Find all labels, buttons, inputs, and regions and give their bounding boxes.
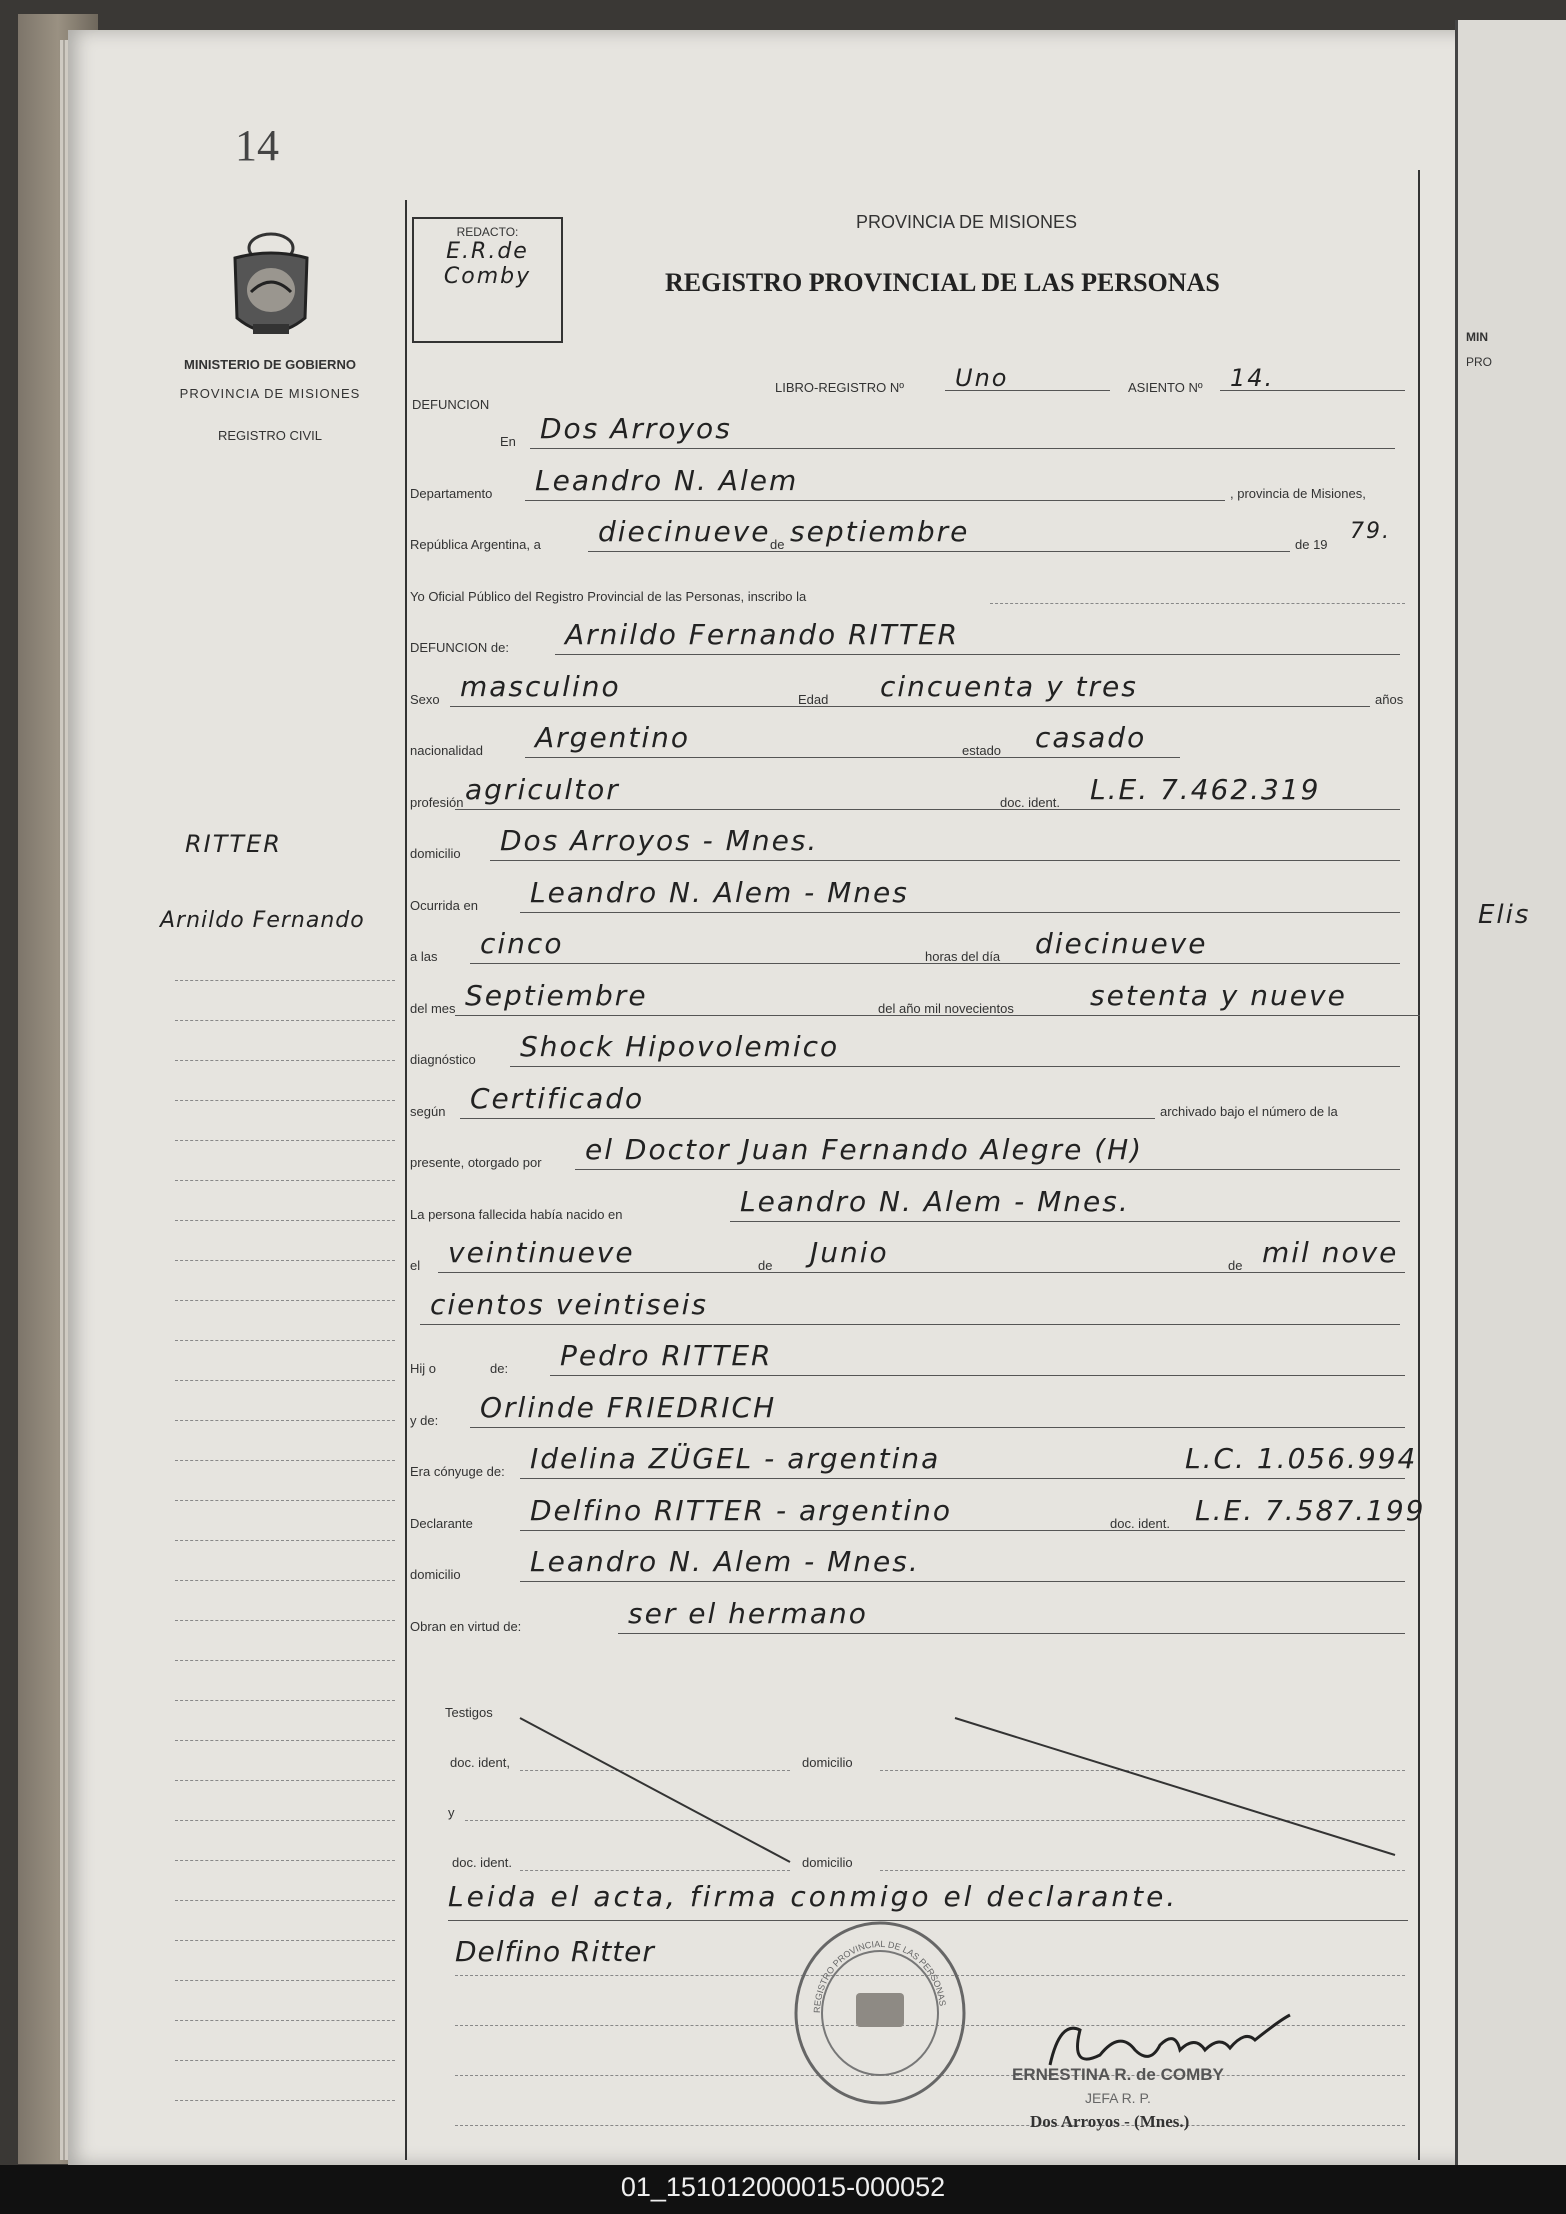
field-mid-label: doc. ident. [1000, 794, 1060, 810]
margin-surname: RITTER [185, 830, 282, 858]
field-label: el [410, 1258, 421, 1273]
ministry-title: MINISTERIO DE GOBIERNO [184, 357, 356, 372]
field-value2: casado [1035, 721, 1147, 754]
field-value: Septiembre [465, 978, 648, 1012]
official-title: JEFA R. P. [1085, 2090, 1151, 2106]
field-label: Era cónyuge de: [410, 1464, 505, 1479]
field-value: Dos Arroyos - Mnes. [500, 824, 819, 857]
witness1-doc-label: doc. ident, [450, 1755, 510, 1770]
field-mid-label: doc. ident. [1110, 1515, 1170, 1531]
field-label: Departamento [410, 485, 493, 501]
field-value: Orlinde FRIEDRICH [480, 1390, 777, 1424]
witnesses-label: Testigos [445, 1705, 493, 1720]
field-value2: L.E. 7.587.199 [1195, 1493, 1426, 1527]
field-value2: Junio [810, 1236, 889, 1269]
field-label: domicilio [410, 1567, 461, 1582]
field-value: Leandro N. Alem [535, 463, 799, 497]
field-value: ser el hermano [628, 1596, 868, 1630]
act-type: DEFUNCION [412, 397, 490, 412]
field-value2: cincuenta y tres [880, 669, 1138, 703]
official-name: ERNESTINA R. de COMBY [1012, 2065, 1224, 2084]
field-mid-label: estado [962, 743, 1002, 758]
field-mid-label: del año mil novecientos [878, 1000, 1014, 1016]
field-value2: L.C. 1.056.994 [1185, 1442, 1418, 1475]
asiento-value: 14. [1230, 364, 1275, 392]
closing-statement: Leida el acta, firma conmigo el declarante. [448, 1880, 1179, 1913]
field-value: agricultor [465, 772, 620, 806]
field-label: La persona fallecida había nacido en [410, 1206, 623, 1222]
field-label: presente, otorgado por [410, 1155, 542, 1170]
page-number: 14 [235, 121, 279, 170]
field-label: Yo Oficial Público del Registro Provincial de las Personas, inscribo la [410, 588, 807, 604]
asiento-label: ASIENTO Nº [1128, 380, 1203, 395]
witness2-domicile-label: domicilio [802, 1855, 853, 1870]
field-label: según [410, 1103, 446, 1119]
header-province: PROVINCIA DE MISIONES [856, 212, 1078, 232]
field-suffix: de 19 [1295, 537, 1328, 552]
field-value: Pedro RITTER [560, 1339, 773, 1372]
redacto-line1: E.R.de [446, 239, 529, 264]
field-label: Declarante [410, 1515, 473, 1531]
witness2-doc-label: doc. ident. [452, 1855, 512, 1870]
field-suffix: de [1228, 1258, 1243, 1273]
footer-id: 01_151012000015-000052 [620, 2172, 946, 2202]
field-value: Delfino RITTER - argentino [530, 1493, 953, 1527]
field-value: Leandro N. Alem - Mnes. [530, 1545, 920, 1578]
redacto-label: REDACTO: [456, 225, 519, 239]
field-mid-label: horas del día [925, 949, 1001, 964]
field-mid-label: Edad [798, 691, 829, 707]
field-label: domicilio [410, 846, 461, 861]
field-value: Argentino [535, 721, 691, 754]
field-suffix: años [1375, 691, 1404, 707]
book-label: LIBRO-REGISTRO Nº [775, 380, 904, 395]
registry-seal [790, 1918, 970, 2113]
field-label: Obran en virtud de: [410, 1618, 522, 1634]
ministry-registry: REGISTRO CIVIL [217, 428, 323, 443]
field-value: Leandro N. Alem - Mnes [530, 875, 909, 909]
field-value: Leandro N. Alem - Mnes. [740, 1184, 1130, 1218]
field-label: Ocurrida en [410, 897, 478, 913]
field-label: diagnóstico [410, 1052, 476, 1067]
declarant-signature: Delfino Ritter [455, 1935, 655, 1968]
field-label: y de: [410, 1412, 439, 1428]
field-value2: L.E. 7.462.319 [1090, 772, 1321, 806]
field-year: 79. [1350, 519, 1391, 544]
field-value: veintinueve [448, 1236, 635, 1269]
field-suffix: archivado bajo el número de la [1160, 1103, 1338, 1119]
next-page-ministry: MIN [1466, 330, 1488, 344]
field-value: Arnildo Fernando RITTER [565, 618, 960, 651]
field-value: Idelina ZÜGEL - argentina [530, 1442, 941, 1475]
witness1-domicile-label: domicilio [802, 1755, 853, 1770]
field-value3: mil nove [1262, 1236, 1399, 1269]
field-value: Dos Arroyos [540, 412, 732, 445]
field-mid-label: de: [490, 1361, 509, 1376]
field-label: del mes [410, 1000, 456, 1016]
ruled-line [455, 2125, 1405, 2126]
official-place: Dos Arroyos - (Mnes.) [1030, 2112, 1190, 2131]
next-page-province: PRO [1466, 355, 1493, 369]
witness-and-label: y [448, 1805, 455, 1820]
next-page-margin-name: Elis [1478, 900, 1531, 930]
header-registry: REGISTRO PROVINCIAL DE LAS PERSONAS [665, 268, 1220, 297]
field-label: Hij o [410, 1361, 437, 1376]
field-mid-label: de [770, 537, 785, 552]
ministry-province: PROVINCIA DE MISIONES [179, 386, 361, 401]
field-label: a las [410, 949, 438, 964]
field-value2: diecinueve [1035, 927, 1208, 960]
field-label: Sexo [410, 691, 440, 707]
field-value: cinco [480, 927, 564, 960]
field-value: Certificado [470, 1081, 645, 1115]
seal-text: REGISTRO PROVINCIAL DE LAS PERSONAS [811, 1938, 948, 2014]
field-value: Shock Hipovolemico [520, 1030, 840, 1063]
field-value: diecinueve [598, 515, 771, 548]
margin-given-names: Arnildo Fernando [160, 908, 365, 933]
field-value2: septiembre [790, 515, 970, 548]
field-value: masculino [460, 669, 621, 703]
field-value2: setenta y nueve [1090, 978, 1347, 1012]
field-mid-label: de [758, 1258, 773, 1273]
field-value: cientos veintiseis [430, 1287, 709, 1321]
field-label: República Argentina, a [410, 537, 541, 552]
redacto-line2: Comby [443, 264, 532, 289]
field-suffix: , provincia de Misiones, [1230, 485, 1366, 501]
field-label: En [500, 434, 516, 449]
field-label: profesión [410, 794, 464, 810]
field-label: nacionalidad [410, 743, 484, 758]
book-value: Uno [955, 364, 1009, 392]
field-label: DEFUNCION de: [410, 640, 509, 655]
field-value: el Doctor Juan Fernando Alegre (H) [585, 1133, 1144, 1166]
